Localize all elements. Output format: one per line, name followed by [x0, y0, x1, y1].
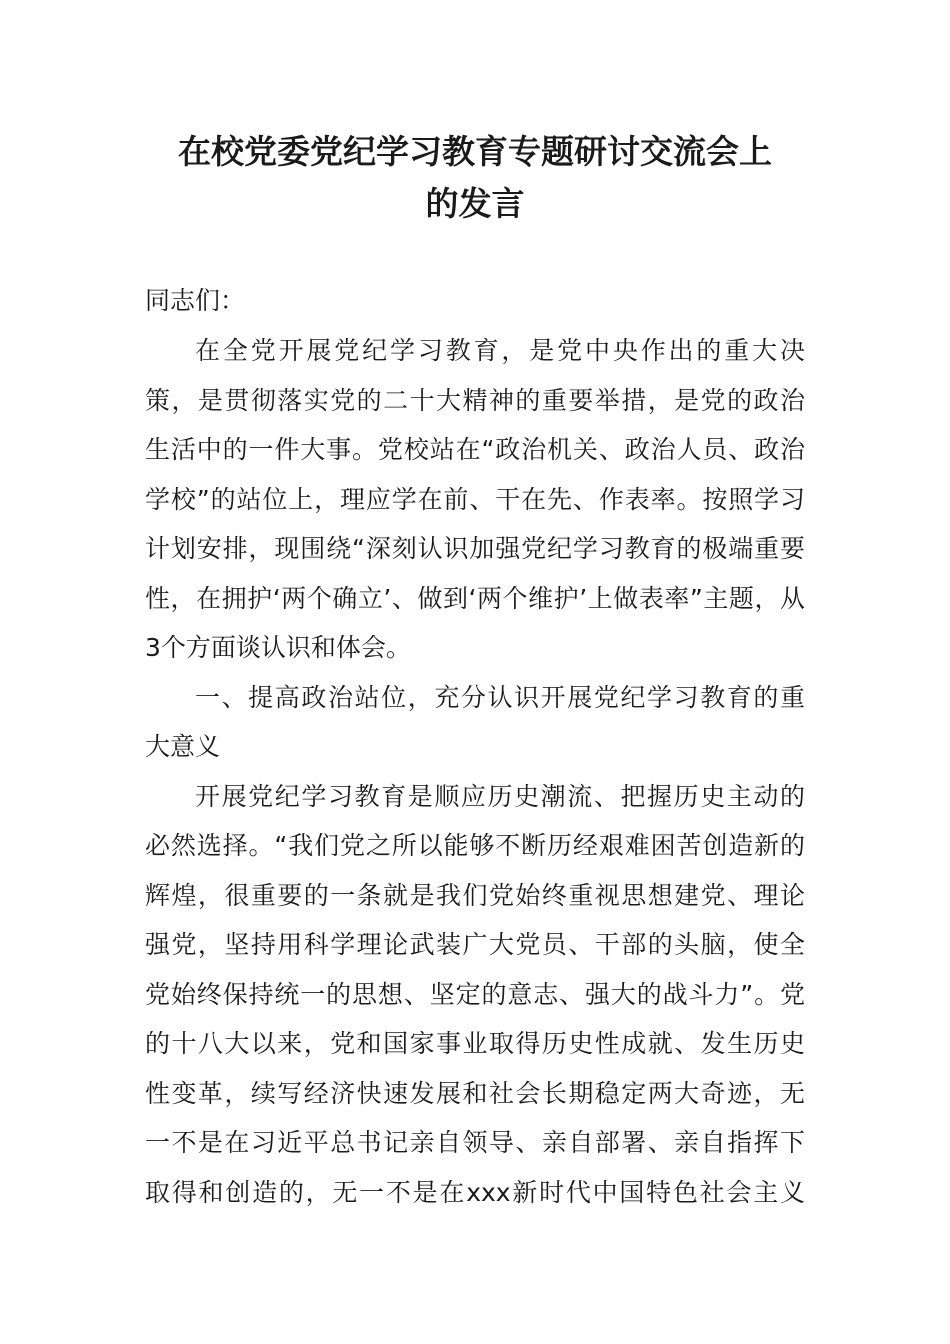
salutation: 同志们： [145, 286, 246, 315]
body-line: 取得和创造的，无一不是在xxx新时代中国特色社会主义 [145, 1177, 805, 1207]
body-line: 开展党纪学习教育是顺应历史潮流、把握历史主动的 [195, 781, 805, 811]
body-line: 一、提高政治站位，充分认识开展党纪学习教育的重 [195, 682, 805, 712]
body-line: 性，在拥护‘两个确立’、做到‘两个维护’上做表率”主题，从 [145, 583, 805, 613]
title-line-1: 在校党委党纪学习教育专题研讨交流会上 [178, 132, 772, 171]
document-title [145, 126, 805, 230]
title-line-2: 的发言 [425, 184, 525, 223]
body-line: 学校”的站位上，理应学在前、干在先、作表率。按照学习 [145, 484, 805, 514]
body-line: 大意义 [145, 732, 221, 761]
body-line: 生活中的一件大事。党校站在“政治机关、政治人员、政治 [145, 435, 805, 464]
body-line: 计划安排，现围绕“深刻认识加强党纪学习教育的极端重要 [145, 534, 805, 563]
body-line: 在全党开展党纪学习教育，是党中央作出的重大决 [195, 336, 805, 365]
body-line: 一不是在习近平总书记亲自领导、亲自部署、亲自指挥下 [145, 1128, 805, 1157]
body-line: 辉煌，很重要的一条就是我们党始终重视思想建党、理论 [145, 880, 805, 910]
body-line: 策，是贯彻落实党的二十大精神的重要举措，是党的政治 [145, 385, 805, 415]
body-line: 必然选择。“我们党之所以能够不断历经艰难困苦创造新的 [145, 831, 805, 860]
body-line: 强党，坚持用科学理论武装广大党员、干部的头脑，使全 [145, 930, 805, 959]
body-line: 的十八大以来，党和国家事业取得历史性成就、发生历史 [145, 1029, 805, 1058]
body-line: 党始终保持统一的思想、坚定的意志、强大的战斗力”。党 [145, 979, 805, 1009]
body-line: 3个方面谈认识和体会。 [145, 633, 411, 662]
body-line: 性变革，续写经济快速发展和社会长期稳定两大奇迹，无 [145, 1078, 805, 1108]
